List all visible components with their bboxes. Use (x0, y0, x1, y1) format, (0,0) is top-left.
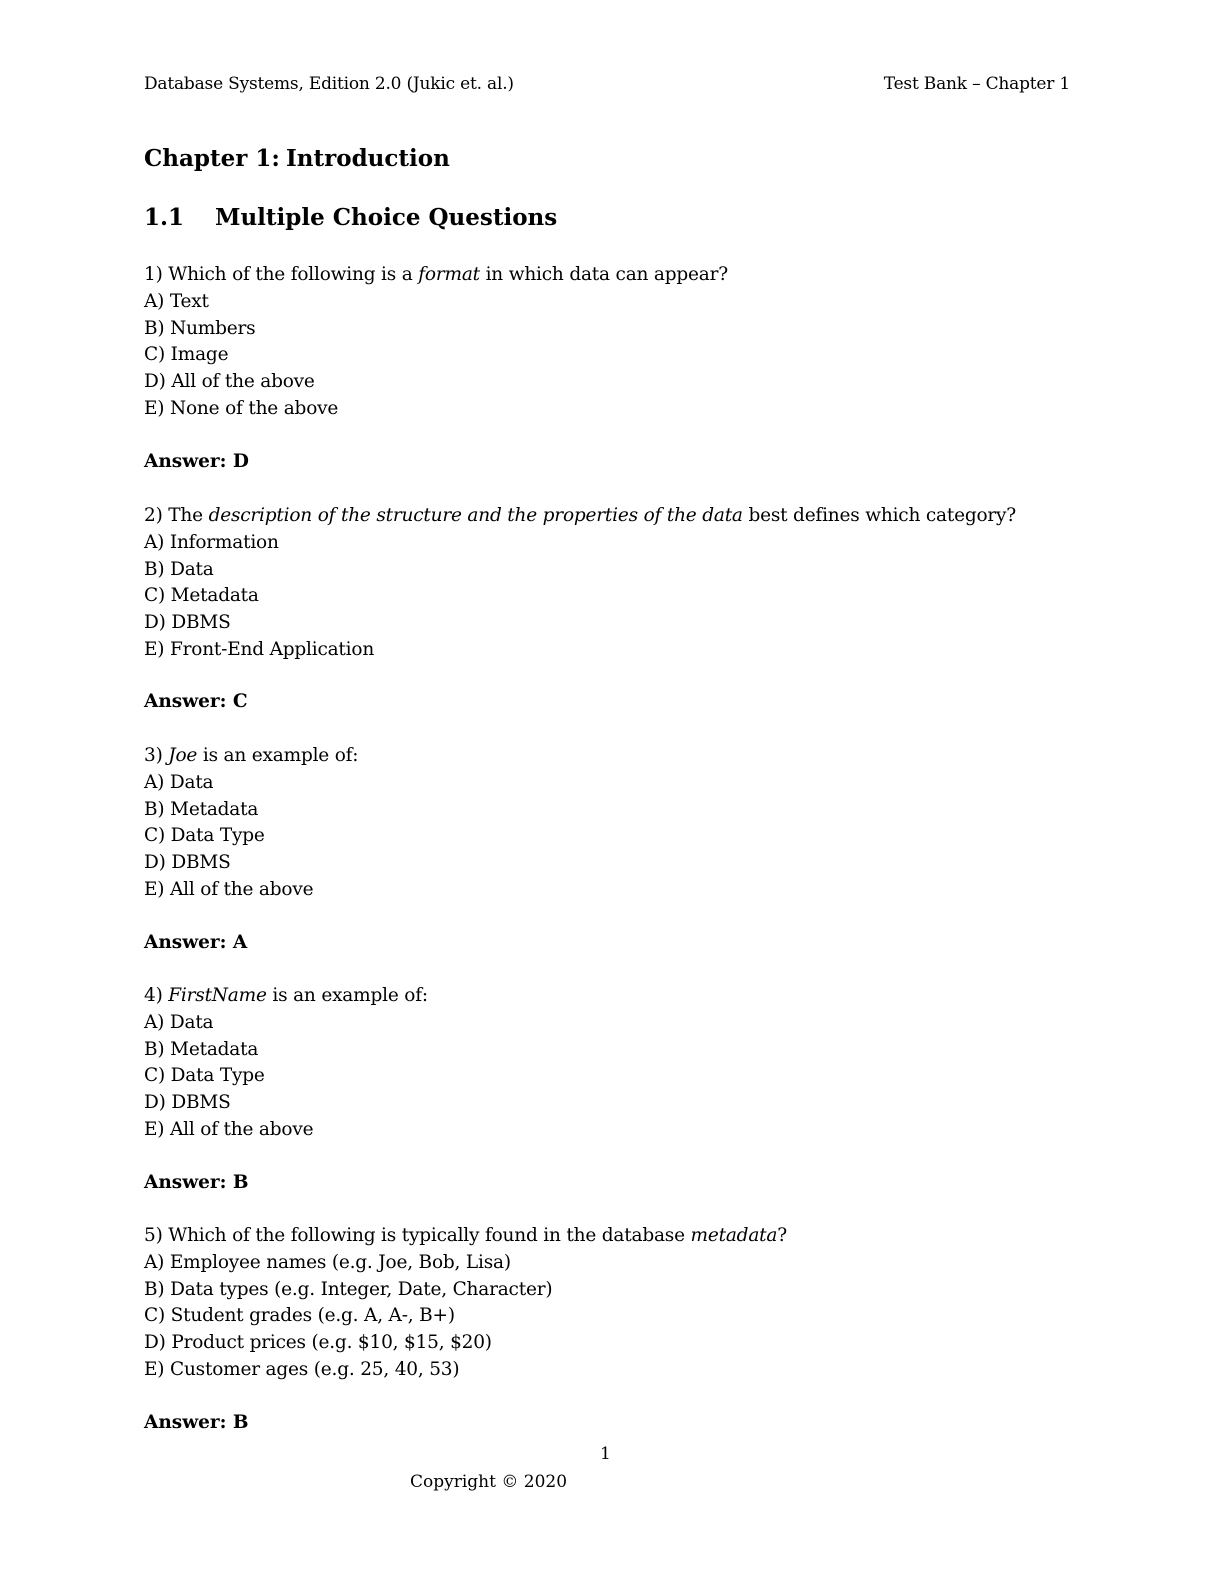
section-heading (144, 204, 557, 231)
answer-option: D) All of the above (144, 371, 315, 393)
answer-option: D) DBMS (144, 1092, 231, 1114)
question-stem: 5) Which of the following is typically found in the database metadata? (144, 1225, 787, 1246)
chapter-number: Chapter 1: (144, 145, 280, 172)
question-1 (144, 262, 1064, 423)
answer-key: Answer: B (144, 1412, 249, 1433)
running-header-title: Database Systems, Edition 2.0 (Jukic et. al.) (144, 74, 514, 94)
copyright-notice: Copyright © 2020 (410, 1472, 568, 1492)
answer-key: Answer: B (144, 1172, 249, 1193)
answer-option: A) Data (144, 1011, 214, 1033)
answer-option: D) DBMS (144, 612, 231, 634)
question-stem: 4) FirstName is an example of: (144, 985, 428, 1006)
question-stem: 3) Joe is an example of: (144, 745, 359, 766)
answer-option: C) Image (144, 344, 229, 366)
answer-option: B) Numbers (144, 317, 256, 339)
answer-option: D) Product prices (e.g. $10, $15, $20) (144, 1332, 492, 1354)
answer-option: B) Data types (e.g. Integer, Date, Character) (144, 1278, 553, 1300)
section-title: Multiple Choice Questions (215, 204, 558, 231)
chapter-title: Introduction (286, 145, 450, 172)
chapter-heading (144, 145, 450, 172)
question-5 (144, 1223, 1064, 1384)
answer-option: A) Employee names (e.g. Joe, Bob, Lisa) (144, 1251, 511, 1273)
answer-option: E) None of the above (144, 397, 339, 419)
answer-option: D) DBMS (144, 852, 231, 874)
answer-option: E) Front-End Application (144, 638, 375, 660)
question-stem: 1) Which of the following is a format in which data can appear? (144, 264, 728, 285)
answer-option: A) Text (144, 290, 209, 312)
page-number: 1 (600, 1444, 611, 1464)
answer-option: B) Metadata (144, 1038, 259, 1060)
section-number: 1.1 (144, 204, 185, 231)
answer-option: B) Metadata (144, 798, 259, 820)
answer-key: Answer: A (144, 932, 248, 953)
answer-option: E) All of the above (144, 1118, 314, 1140)
answer-option: E) All of the above (144, 878, 314, 900)
running-header-chapter: Test Bank – Chapter 1 (883, 74, 1070, 94)
answer-option: C) Data Type (144, 825, 265, 847)
answer-option: C) Metadata (144, 585, 259, 607)
answer-key: Answer: C (144, 691, 248, 712)
question-2 (144, 503, 1064, 664)
question-3 (144, 743, 1064, 904)
answer-option: C) Student grades (e.g. A, A-, B+) (144, 1305, 455, 1327)
question-4 (144, 983, 1064, 1144)
question-stem: 2) The description of the structure and the properties of the data best defines which category? (144, 505, 1017, 526)
answer-option: C) Data Type (144, 1065, 265, 1087)
answer-key: Answer: D (144, 451, 249, 472)
answer-option: B) Data (144, 558, 214, 580)
answer-option: A) Information (144, 531, 279, 553)
answer-option: A) Data (144, 771, 214, 793)
answer-option: E) Customer ages (e.g. 25, 40, 53) (144, 1358, 460, 1380)
